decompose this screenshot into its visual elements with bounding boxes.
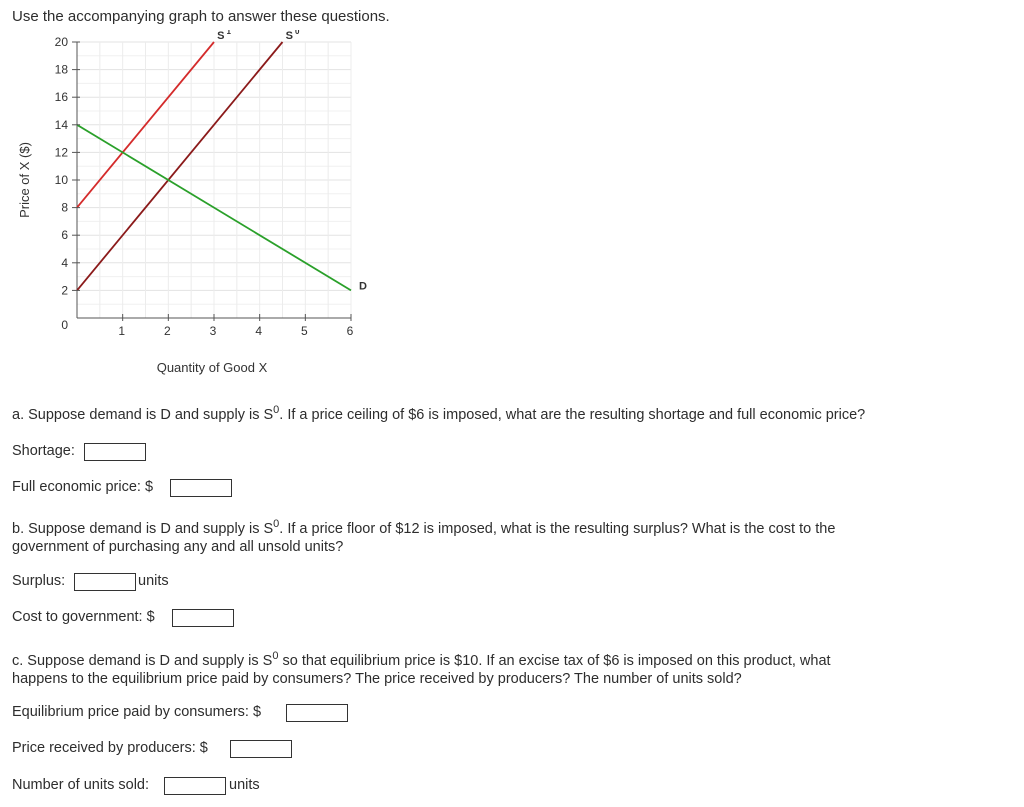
question-b-text-line2: government of purchasing any and all unsold units? xyxy=(12,539,344,555)
shortage-input[interactable] xyxy=(84,443,146,461)
chart-grid xyxy=(77,42,351,318)
question-c xyxy=(12,652,831,688)
y-tick-label: 10 xyxy=(54,173,68,187)
question-a xyxy=(12,406,865,424)
x-axis-label: Quantity of Good X xyxy=(156,360,268,375)
y-axis-label: Price of X ($) xyxy=(17,142,32,218)
question-c-text-line2: happens to the equilibrium price paid by consumers? The price received by producers? The number of units sold? xyxy=(12,671,742,687)
y-tick-label: 14 xyxy=(54,117,68,132)
intro-text: Use the accompanying graph to answer these questions. xyxy=(12,8,390,25)
surplus-label: Surplus: xyxy=(12,573,66,589)
y-tick-label: 16 xyxy=(54,90,68,105)
question-b-text-before: b. Suppose demand is D and supply is S xyxy=(12,521,274,537)
series-label-s1: S $^1$ xyxy=(217,30,231,42)
question-b-sup: 0 xyxy=(273,518,280,531)
x-tick-label: 5 xyxy=(300,324,308,338)
producer-price-input[interactable] xyxy=(230,740,292,758)
producer-price-label: Price received by producers: $ xyxy=(12,740,208,756)
series-label-s0: S $^0$ xyxy=(285,30,300,42)
question-c-sup: 0 xyxy=(272,650,279,663)
y-tick-label: 20 xyxy=(54,35,68,49)
surplus-unit: units xyxy=(138,573,169,589)
units-sold-label: Number of units sold: xyxy=(12,777,150,793)
supply-demand-chart xyxy=(0,30,380,380)
y-tick-label: 0 xyxy=(61,318,68,332)
question-c-text-before: c. Suppose demand is D and supply is S xyxy=(12,653,273,669)
y-tick-label: 6 xyxy=(61,228,68,243)
surplus-input[interactable] xyxy=(74,573,136,591)
consumer-price-input[interactable] xyxy=(286,704,348,722)
cost-to-government-label: Cost to government: $ xyxy=(12,609,155,625)
question-b-text-line1: . If a price floor of $12 is imposed, what is the resulting surplus? What is the cost to the xyxy=(279,521,836,537)
y-tick-label: 2 xyxy=(61,283,68,298)
x-tick-label: 1 xyxy=(118,324,126,338)
question-a-text-before: a. Suppose demand is D and supply is S xyxy=(12,407,274,423)
question-a-text-after: . If a price ceiling of $6 is imposed, what are the resulting shortage and full economic price? xyxy=(279,407,866,423)
x-tick-label: 6 xyxy=(346,324,354,338)
full-economic-price-label: Full economic price: $ xyxy=(12,479,154,495)
question-c-text-line1: so that equilibrium price is $10. If an excise tax of $6 is imposed on this product, what xyxy=(278,653,831,669)
units-sold-unit: units xyxy=(229,777,260,793)
units-sold-input[interactable] xyxy=(164,777,226,795)
consumer-price-label: Equilibrium price paid by consumers: $ xyxy=(12,704,262,720)
y-tick-label: 8 xyxy=(61,200,68,215)
y-tick-label: 4 xyxy=(61,255,68,270)
y-tick-label: 18 xyxy=(54,62,68,77)
cost-to-government-input[interactable] xyxy=(172,609,234,627)
question-b xyxy=(12,520,835,556)
question-a-sup: 0 xyxy=(273,404,280,417)
x-tick-label: 4 xyxy=(255,324,263,338)
shortage-label: Shortage: xyxy=(12,443,75,459)
full-economic-price-input[interactable] xyxy=(170,479,232,497)
x-tick-label: 3 xyxy=(209,324,217,338)
series-label-d: D xyxy=(359,280,367,293)
y-tick-label: 12 xyxy=(54,145,68,160)
x-tick-label: 2 xyxy=(163,324,171,338)
